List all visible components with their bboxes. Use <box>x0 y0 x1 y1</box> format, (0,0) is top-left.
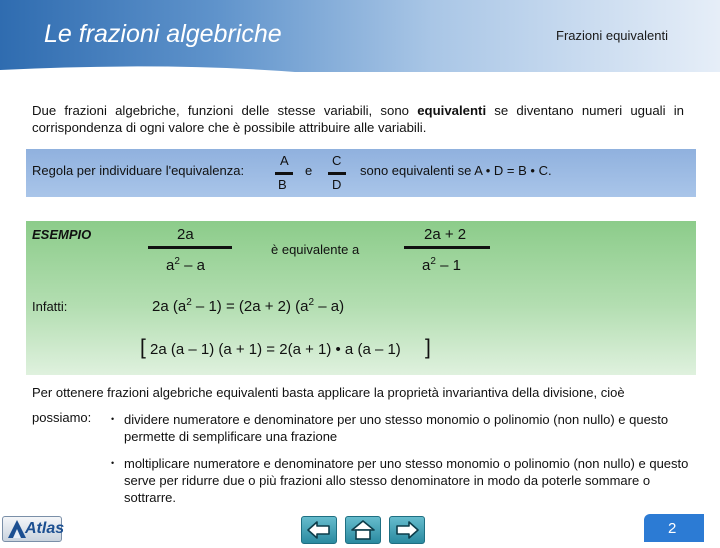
right-den-tail: – 1 <box>435 257 461 274</box>
example-right-denominator <box>422 256 461 274</box>
bullet-1: • <box>111 414 115 424</box>
infatti-label: Infatti: <box>32 299 68 314</box>
rule-label: Regola per individuare l'equivalenza: <box>32 163 245 178</box>
page-number-badge <box>644 514 704 542</box>
left-den-tail: – a <box>179 257 205 274</box>
rule-fraction2-denominator: D <box>332 177 342 192</box>
rule-and: e <box>305 163 313 178</box>
bullet-2: • <box>111 458 115 468</box>
rule-fraction1-denominator: B <box>278 177 287 192</box>
intro-paragraph <box>32 102 684 136</box>
arrow-right-icon <box>390 517 424 543</box>
bracket-open-icon: [ <box>140 336 146 359</box>
rule-condition: sono equivalenti se A • D = B • C. <box>360 163 552 178</box>
example-equation-2: 2a (a – 1) (a + 1) = 2(a + 1) • a (a – 1) <box>150 341 401 358</box>
example-right-numerator: 2a + 2 <box>424 226 467 243</box>
right-den-exponent: 2 <box>430 256 436 267</box>
page-number: 2 <box>668 520 677 537</box>
eq1-exponent-2: 2 <box>308 297 315 308</box>
eq1-part-c: – a) <box>314 298 345 315</box>
right-den-base: a <box>422 257 431 274</box>
intro-bold-term: equivalenti <box>417 103 487 118</box>
example-left-numerator: 2a <box>177 226 194 243</box>
intro-suffix: se diventano numeri uguali in corrispondenza di ogni valore che è possibile attribuire alle variabili. <box>32 103 684 135</box>
home-icon <box>346 517 380 543</box>
eq1-exponent-1: 2 <box>186 297 192 308</box>
rule-fraction1-numerator: A <box>280 153 289 168</box>
left-den-exponent: 2 <box>174 256 180 267</box>
left-den-base: a <box>166 257 175 274</box>
example-right-bar <box>404 246 490 249</box>
rule-fraction2-bar <box>328 172 346 175</box>
atlas-logo-text: Atlas <box>25 520 65 537</box>
bullet-item-2: moltiplicare numeratore e denominatore per uno stesso monomio o polinomio (non nullo) e questo serve per ridurre due o più frazioni allo stesso denominatore in modo da poterle sommare o sottrarre. <box>124 456 689 505</box>
example-left-denominator <box>166 256 205 274</box>
example-left-bar <box>148 246 232 249</box>
page-subtitle: Frazioni equivalenti <box>556 28 669 43</box>
possiamo-label: possiamo: <box>32 410 92 425</box>
eq1-part-a: 2a (a <box>152 298 187 315</box>
example-middle-text: è equivalente a <box>271 242 360 257</box>
intro-prefix: Due frazioni algebriche, funzioni delle stesse variabili, sono <box>32 103 418 118</box>
arrow-left-icon <box>302 517 336 543</box>
bracket-close-icon: ] <box>425 336 431 359</box>
rule-fraction1-bar <box>275 172 293 175</box>
example-equation-1 <box>152 297 344 315</box>
rule-fraction2-numerator: C <box>332 153 342 168</box>
eq1-part-b: – 1) = (2a + 2) (a <box>191 298 309 315</box>
atlas-logo <box>2 516 65 542</box>
example-label: ESEMPIO <box>32 227 92 242</box>
page-title: Le frazioni algebriche <box>44 20 282 48</box>
bullet-item-1: dividere numeratore e denominatore per uno stesso monomio o polinomio (non nullo) e questo permette di semplificare una frazione <box>124 412 669 444</box>
conclusion-text: Per ottenere frazioni algebriche equivalenti basta applicare la proprietà invariantiva della divisione, cioè <box>32 385 625 400</box>
